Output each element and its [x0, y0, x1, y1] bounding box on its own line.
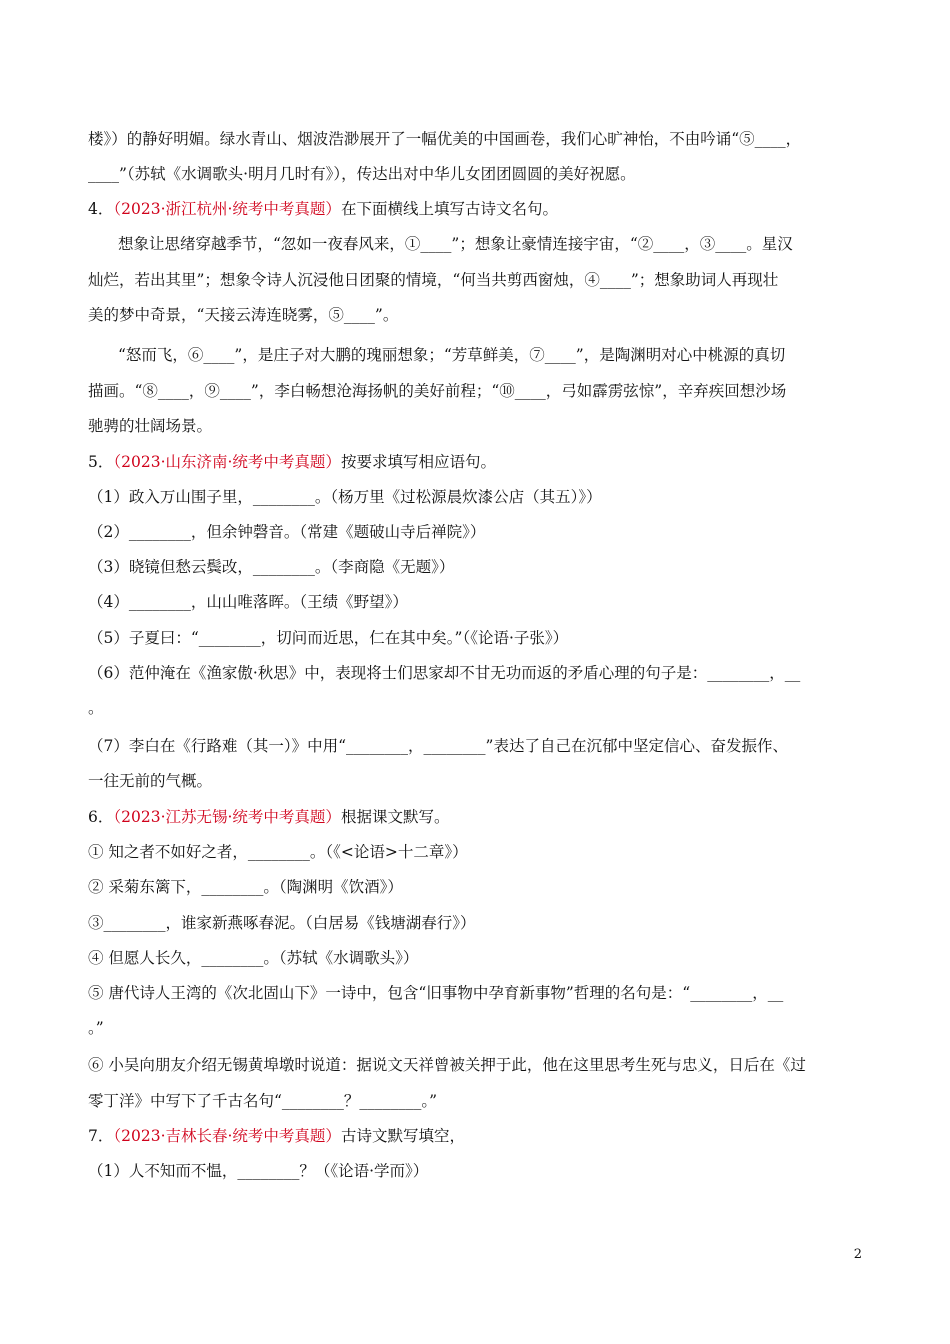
text-line: 一往无前的气概。 — [88, 772, 213, 790]
text-line: 驰骋的壮阔场景。 — [88, 417, 213, 435]
question-prompt: 古诗文默写填空， — [340, 1127, 465, 1145]
text-line: ⑥ 小吴向朋友介绍无锡黄埠墩时说道：据说文天祥曾被关押于此，他在这里思考生死与忠义，日后在《过 — [88, 1056, 806, 1074]
question-number: 7． — [88, 1127, 114, 1145]
question-source: （2023·吉林长春·统考中考真题） — [113, 1127, 341, 1145]
question-number: 4． — [88, 200, 114, 218]
text-line: ④ 但愿人长久，________。（苏轼《水调歌头》） — [88, 949, 419, 967]
question-number: 5． — [88, 453, 114, 471]
text-line: 想象让思绪穿越季节，“忽如一夜春风来，①____”；想象让豪情连接宇宙，“②____，③____。星汉 — [118, 235, 793, 253]
text-line: 描画。“⑧____，⑨____”，李白畅想沧海扬帆的美好前程；“⑩____，弓如霹雳弦惊”，辛弃疾回想沙场 — [88, 382, 787, 400]
text-line: （2）________，但余钟磬音。（常建《题破山寺后禅院》） — [88, 523, 486, 541]
question-5-header — [88, 451, 870, 473]
page-number: 2 — [853, 1247, 862, 1262]
text-line: ____”（苏轼《水调歌头·明月几时有》），传达出对中华儿女团团圆圆的美好祝愿。 — [88, 165, 636, 183]
text-line: （3）晓镜但愁云鬓改，________。（李商隐《无题》） — [88, 558, 455, 576]
text-line: 楼》）的静好明媚。绿水青山、烟波浩渺展开了一幅优美的中国画卷，我们心旷神怡，不由吟诵“⑤____， — [88, 130, 802, 148]
text-line: （7）李白在《行路难（其一）》中用“________，________”表达了自己在沉郁中坚定信心、奋发振作、 — [88, 737, 788, 755]
text-line: （4）________，山山唯落晖。（王绩《野望》） — [88, 593, 408, 611]
question-number: 6． — [88, 808, 114, 826]
question-source: （2023·山东济南·统考中考真题） — [113, 453, 341, 471]
text-line: 零丁洋》中写下了千古名句“________？________。” — [88, 1092, 438, 1110]
question-7-header — [88, 1125, 870, 1147]
question-source: （2023·浙江杭州·统考中考真题） — [113, 200, 341, 218]
text-line: 美的梦中奇景，“天接云涛连晓雾，⑤____”。 — [88, 306, 399, 324]
text-line: （5）子夏曰：“________，切问而近思，仁在其中矣。”（《论语·子张》） — [88, 629, 569, 647]
text-line: （1）人不知而不愠，________？（《论语·学而》） — [88, 1162, 429, 1180]
question-source: （2023·江苏无锡·统考中考真题） — [113, 808, 341, 826]
question-prompt: 在下面横线上填写古诗文名句。 — [340, 200, 558, 218]
text-line: ② 采菊东篱下，________。（陶渊明《饮酒》） — [88, 878, 403, 896]
question-4-header — [88, 198, 870, 220]
text-line: “怒而飞，⑥____”，是庄子对大鹏的瑰丽想象；“芳草鲜美，⑦____”，是陶渊明对心中桃源的真切 — [118, 346, 786, 364]
text-line: （1）政入万山围子里，________。（杨万里《过松源晨炊漆公店（其五）》） — [88, 488, 602, 506]
text-line: 。” — [88, 1019, 104, 1037]
text-line: （6）范仲淹在《渔家傲·秋思》中，表现将士们思家却不甘无功而返的矛盾心理的句子是：________，__ — [88, 664, 801, 682]
question-6-header — [88, 806, 870, 828]
text-line: ① 知之者不如好之者，________。（《<论语>十二章》） — [88, 843, 468, 861]
text-line: 。 — [88, 699, 104, 717]
question-prompt: 根据课文默写。 — [340, 808, 450, 826]
text-line: ⑤ 唐代诗人王湾的《次北固山下》一诗中，包含“旧事物中孕育新事物”哲理的名句是：“________，__ — [88, 984, 784, 1002]
text-line: 灿烂，若出其里”；想象令诗人沉浸他日团聚的情境，“何当共剪西窗烛，④____”；想象助词人再现壮 — [88, 271, 779, 289]
text-line: ③________，谁家新燕啄春泥。（白居易《钱塘湖春行》） — [88, 914, 476, 932]
question-prompt: 按要求填写相应语句。 — [340, 453, 496, 471]
